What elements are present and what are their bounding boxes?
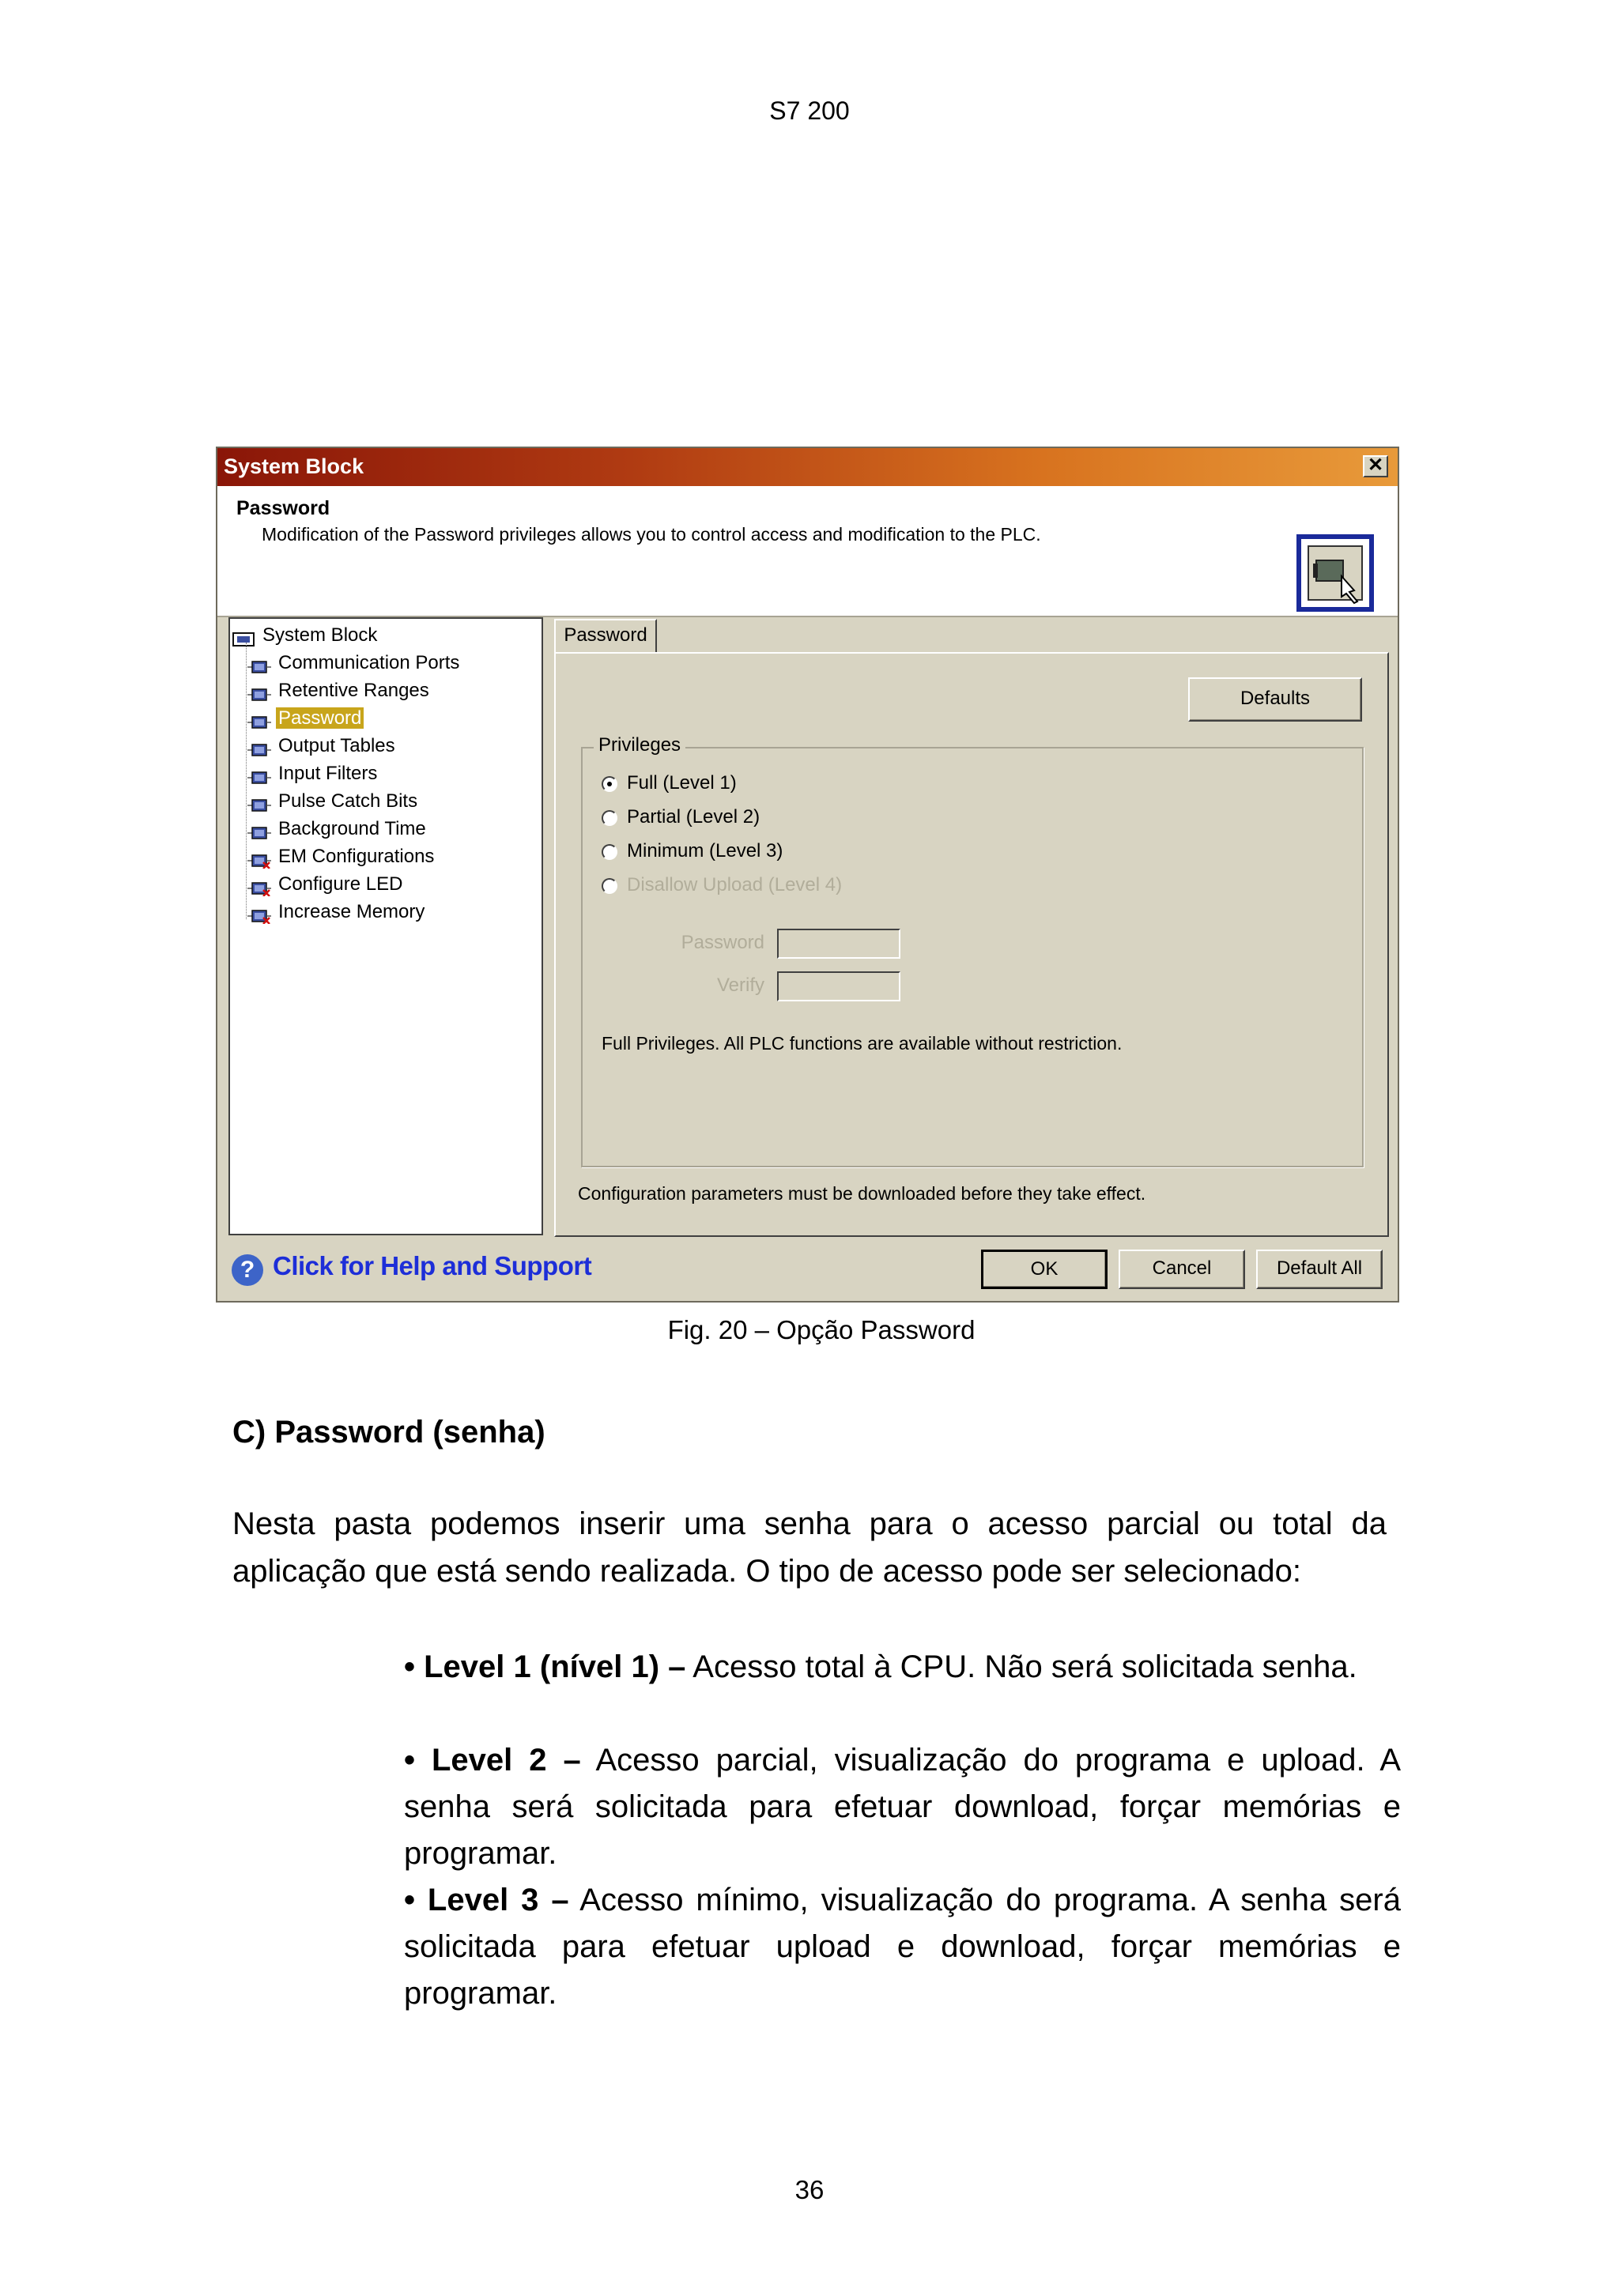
radio-label: Disallow Upload (Level 4) [627,874,843,895]
radio-full-level-1[interactable] [602,771,737,796]
bullet-level-3 [404,1877,1401,2017]
tree-item-background-time[interactable] [247,816,428,843]
module-icon [247,794,271,810]
radio-button-icon [602,810,617,826]
help-icon[interactable]: ? [232,1254,263,1286]
radio-label: Full (Level 1) [627,772,737,794]
dialog-header-panel [217,486,1398,617]
bullet-text: Acesso total à CPU. Não será solicitada senha. [685,1649,1357,1684]
module-error-icon [247,850,271,865]
bullet-level-1 [404,1644,1401,1691]
intro-paragraph: Nesta pasta podemos inserir uma senha para o acesso parcial ou total da aplicação que está sendo realizada. O tipo de acesso pode ser selecionado: [232,1506,1387,1589]
configuration-note: Configuration parameters must be downloaded before they take effect. [578,1183,1146,1204]
tree-item-label: Retentive Ranges [278,680,429,701]
section-title: C) Password (senha) [232,1415,545,1450]
bullet-text: Acesso parcial, visualização do programa e upload. A senha será solicitada para efetuar download, forçar memórias e programar. [404,1743,1402,1871]
tree-item-retentive-ranges[interactable] [247,677,432,704]
radio-partial-level-2[interactable] [602,805,760,830]
radio-label: Partial (Level 2) [627,806,760,828]
radio-button-icon [602,844,617,860]
module-icon [247,656,271,672]
header-description: Modification of the Password privileges allows you to control access and modification to the PLC. [262,524,1041,545]
tree-item-label: Output Tables [278,735,395,756]
module-icon [247,684,271,699]
system-block-tree [228,617,543,1235]
bullet-level-2 [404,1737,1401,1877]
verify-field [777,971,900,1001]
tree-item-pulse-catch-bits[interactable] [247,788,420,815]
verify-field-label: Verify [716,975,764,996]
cancel-button[interactable]: Cancel [1119,1250,1245,1289]
tab-password[interactable]: Password [554,619,657,654]
module-error-icon [247,905,271,921]
password-module-icon [1296,533,1375,613]
page-header: S7 200 [769,96,850,125]
tree-item-label: Pulse Catch Bits [278,790,418,812]
default-all-button[interactable]: Default All [1256,1250,1383,1289]
tree-item-label: Input Filters [278,763,378,784]
radio-minimum-level-3[interactable] [602,839,783,864]
privileges-group-label: Privileges [594,734,685,756]
system-block-icon [232,628,255,644]
bullet-text: Acesso mínimo, visualização do programa. A senha será solicitada para efetuar upload e download, forçar memórias e programar. [404,1883,1401,2011]
tree-item-configure-led[interactable] [247,871,405,898]
password-field [777,929,900,959]
tree-item-password[interactable] [247,705,364,732]
tree-item-em-configurations[interactable] [247,843,436,870]
help-support-link[interactable]: Click for Help and Support [273,1251,592,1280]
ok-button[interactable]: OK [981,1250,1108,1289]
radio-button-icon [602,878,617,894]
figure-caption: Fig. 20 – Opção Password [667,1315,976,1344]
tree-item-increase-memory[interactable] [247,899,427,926]
header-title: Password [236,497,330,519]
tree-item-label: EM Configurations [278,846,435,867]
tree-item-output-tables[interactable] [247,733,398,760]
password-field-label: Password [681,932,764,953]
dialog-title: System Block [224,454,364,478]
radio-disallow-upload-level-4 [602,873,842,898]
dialog-title-bar[interactable] [217,448,1398,486]
bullet-label: • Level 3 – [404,1883,569,1917]
privilege-description: Full Privileges. All PLC functions are available without restriction. [602,1033,1123,1054]
module-icon [247,822,271,838]
module-icon [247,767,271,782]
radio-label: Minimum (Level 3) [627,840,783,861]
system-block-dialog [216,447,1399,1303]
module-icon [247,711,271,727]
bullet-label: • Level 2 – [404,1743,581,1778]
tree-guide-line [246,643,247,919]
defaults-button[interactable]: Defaults [1188,677,1362,722]
tree-item-label: Configure LED [278,873,403,895]
close-button[interactable]: ✕ [1363,455,1388,477]
tree-item-input-filters[interactable] [247,760,379,787]
module-icon [247,739,271,755]
module-error-icon [247,877,271,893]
tree-item-label: Communication Ports [278,652,460,673]
tree-item-communication-ports[interactable] [247,650,462,677]
radio-button-icon [602,776,617,792]
tree-item-label: Increase Memory [278,901,425,922]
page-number: 36 [794,2175,825,2204]
tree-root-system-block[interactable] [232,622,379,649]
tree-item-label: Password [276,707,364,729]
tree-item-label: Background Time [278,818,426,839]
bullet-label: • Level 1 (nível 1) – [404,1649,686,1684]
tree-root-label: System Block [262,624,378,646]
